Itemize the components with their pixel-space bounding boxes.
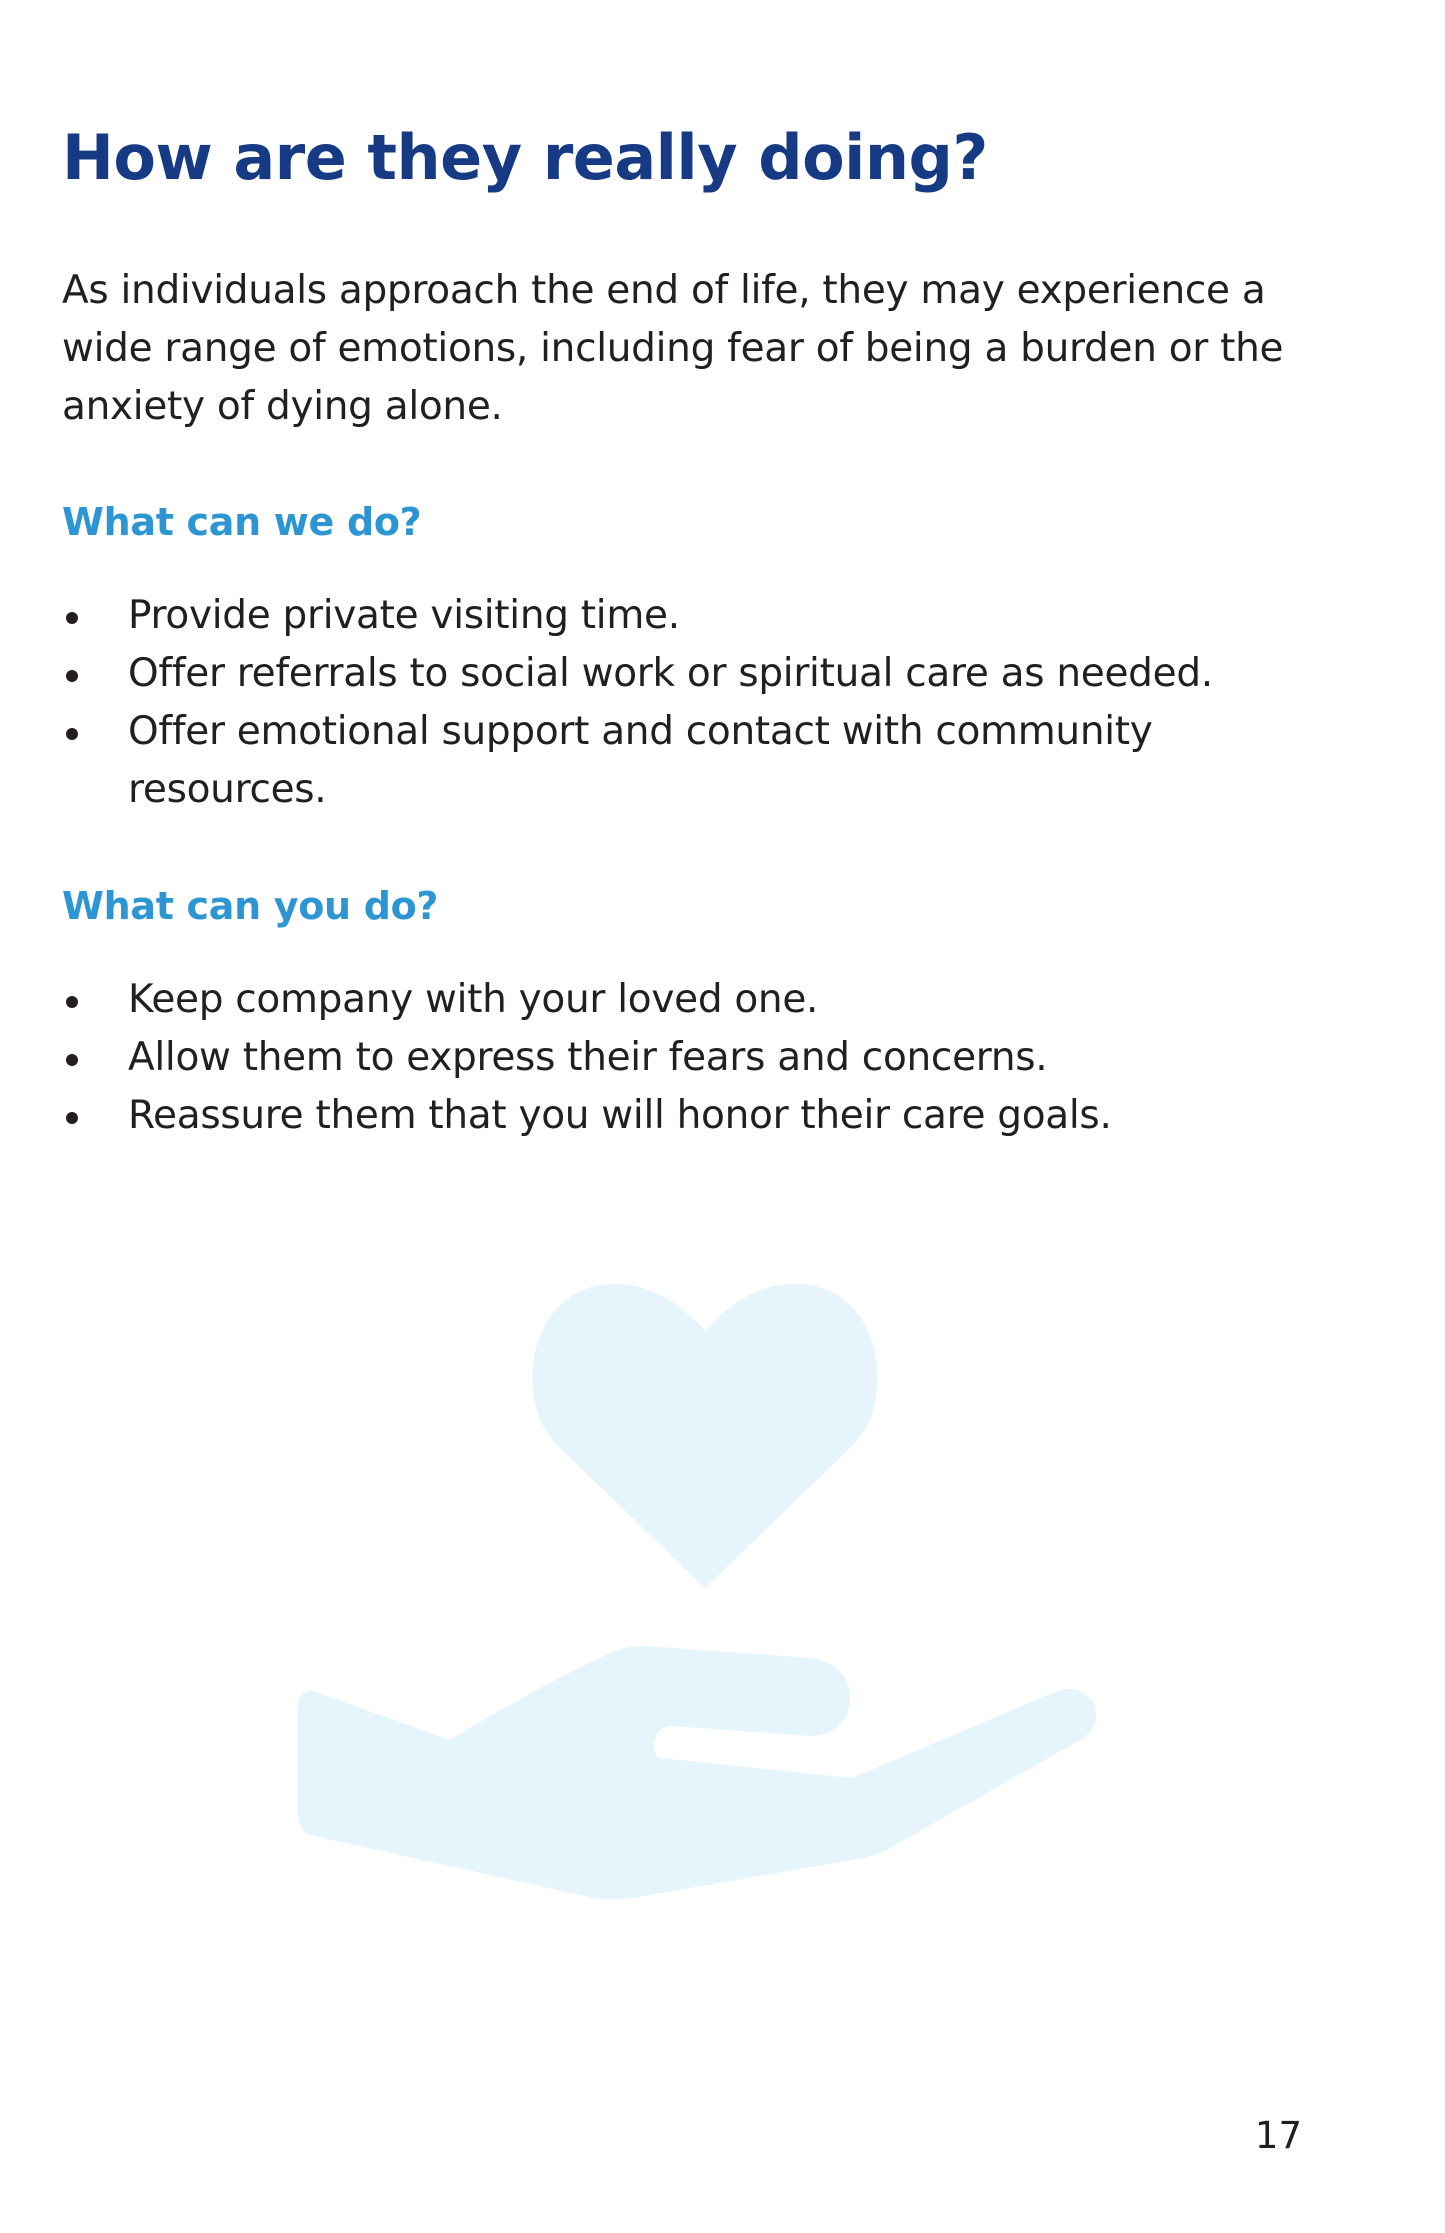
bullet-list-we (62, 587, 1322, 819)
hand-holding-heart-icon (290, 1278, 1100, 1938)
list-item (62, 1087, 1322, 1145)
bullet-icon (66, 612, 78, 624)
list-item-text: Provide private visiting time. (128, 593, 680, 638)
hand-icon (298, 1646, 1096, 1900)
heart-icon (532, 1284, 877, 1588)
section-heading-you: What can you do? (62, 884, 439, 928)
list-item-text: Offer referrals to social work or spiritual care as needed. (128, 651, 1213, 696)
list-item-text: Allow them to express their fears and concerns. (128, 1035, 1048, 1080)
list-item (62, 587, 1322, 645)
bullet-icon (66, 1054, 78, 1066)
list-item-text: Offer emotional support and contact with community resources. (128, 709, 1153, 812)
page-title: How are they really doing? (62, 121, 988, 194)
bullet-icon (66, 1112, 78, 1124)
list-item (62, 645, 1322, 703)
list-item-text: Keep company with your loved one. (128, 977, 819, 1022)
bullet-icon (66, 670, 78, 682)
bullet-icon (66, 728, 78, 740)
bullet-icon (66, 996, 78, 1008)
list-item (62, 1029, 1322, 1087)
list-item (62, 703, 1322, 819)
bullet-list-you (62, 971, 1322, 1145)
intro-paragraph: As individuals approach the end of life, they may experience a wide range of emotions, including fear of being a burden or the anxiety of dying alone. (62, 268, 1284, 429)
list-item-text: Reassure them that you will honor their care goals. (128, 1093, 1112, 1138)
list-item (62, 971, 1322, 1029)
page-number: 17 (1254, 2114, 1302, 2157)
section-heading-we: What can we do? (62, 500, 422, 544)
